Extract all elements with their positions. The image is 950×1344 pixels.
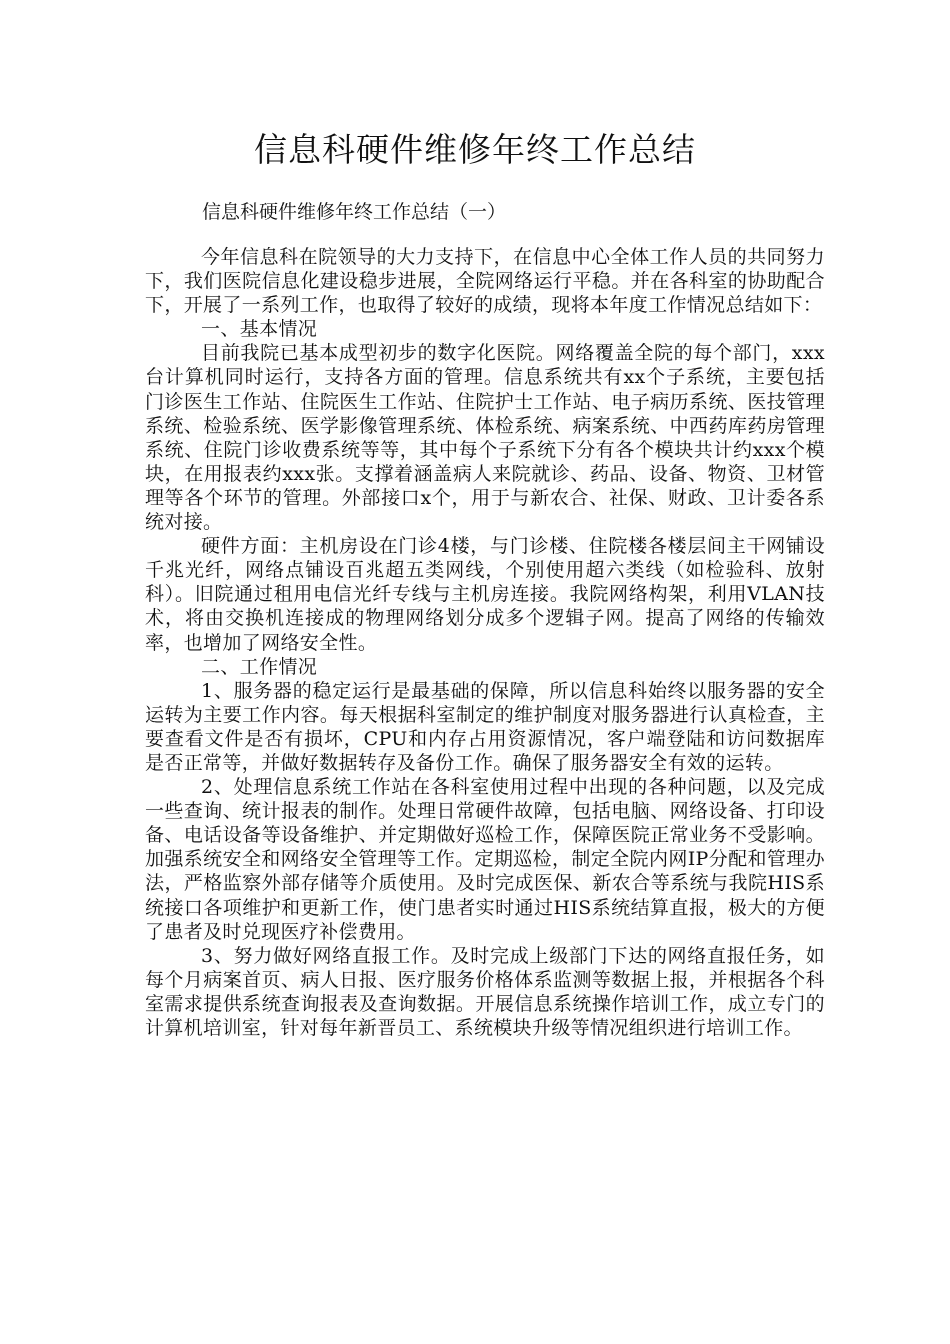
paragraph-work-item-2: 2、处理信息系统工作站在各科室使用过程中出现的各种问题，以及完成一些查询、统计报表的制作。处理日常硬件故障，包括电脑、网络设备、打印设备、电话设备等设备维护、并定期做好巡检工作，保障医院正常业务不受影响。加强系统安全和网络安全管理等工作。定期巡检，制定全院内网IP分配和管理办法，严格监察外部存储等介质使用。及时完成医保、新农合等系统与我院HIS系统接口各项维护和更新工作，使门患者实时通过HIS系统结算直报，极大的方便了患者及时兑现医疗补偿费用。 [145,776,825,943]
document-title: 信息科硬件维修年终工作总结 [254,130,696,169]
document-body [145,245,825,1040]
paragraph-work-item-1: 1、服务器的稳定运行是最基础的保障，所以信息科始终以服务器的安全运转为主要工作内容。每天根据科室制定的维护制度对服务器进行认真检查，主要查看文件是否有损坏，CPU和内存占用资源情况，客户端登陆和访问数据库是否正常等，并做好数据转存及备份工作。确保了服务器安全有效的运转。 [145,679,825,774]
paragraph-intro: 今年信息科在院领导的大力支持下，在信息中心全体工作人员的共同努力下，我们医院信息化建设稳步进展，全院网络运行平稳。并在各科室的协助配合下，开展了一系列工作，也取得了较好的成绩，现将本年度工作情况总结如下： [145,246,825,317]
section-heading-work: 二、工作情况 [201,655,318,678]
paragraph-work-item-3: 3、努力做好网络直报工作。及时完成上级部门下达的网络直报任务，如每个月病案首页、病人日报、医疗服务价格体系监测等数据上报，并根据各个科室需求提供系统查询报表及查询数据。开展信息系统操作培训工作，成立专门的计算机培训室，针对每年新晋员工、系统模块升级等情况组织进行培训工作。 [145,944,825,1039]
section-heading-basic: 一、基本情况 [201,318,318,341]
document-subtitle: 信息科硬件维修年终工作总结（一） [202,201,507,223]
paragraph-basic-overview: 目前我院已基本成型初步的数字化医院。网络覆盖全院的每个部门，xxx台计算机同时运行，支持各方面的管理。信息系统共有xx个子系统，主要包括门诊医生工作站、住院医生工作站、住院护士工作站、电子病历系统、医技管理系统、检验系统、医学影像管理系统、体检系统、病案系统、中西药库药房管理系统、住院门诊收费系统等等，其中每个子系统下分有各个模块共计约xxx个模块，在用报表约xxx张。支撑着涵盖病人来院就诊、药品、设备、物资、卫材管理等各个环节的管理。外部接口x个，用于与新农合、社保、财政、卫计委各系统对接。 [145,342,825,534]
paragraph-hardware: 硬件方面：主机房设在门诊4楼，与门诊楼、住院楼各楼层间主干网铺设千兆光纤，网络点铺设百兆超五类网线，个别使用超六类线（如检验科、放射科）。旧院通过租用电信光纤专线与主机房连接。我院网络构架，利用VLAN技术，将由交换机连接成的物理网络划分成多个逻辑子网。提高了网络的传输效率，也增加了网络安全性。 [145,535,825,654]
